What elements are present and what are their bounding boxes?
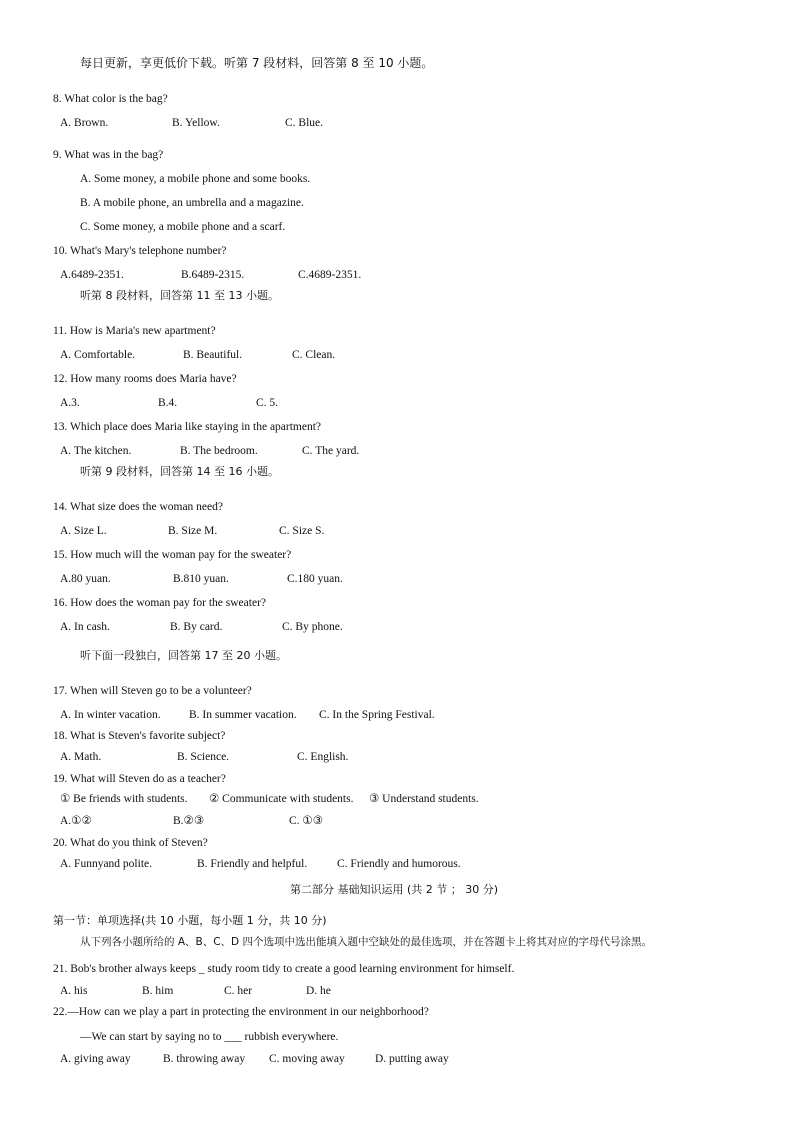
q20-option-b: B. Friendly and helpful. — [197, 858, 308, 870]
question-12-stem: 12. How many rooms does Maria have? — [53, 373, 237, 385]
q14-option-a: A. Size L. — [60, 525, 107, 537]
section-monologue-instruction: 听下面一段独白，回答第 17 至 20 小题。 — [80, 649, 287, 662]
q16-option-a: A. In cash. — [60, 621, 110, 633]
q12-option-c: C. 5. — [256, 397, 279, 409]
question-20-stem: 20. What do you think of Steven? — [53, 837, 208, 849]
section-1-title: 第一节：单项选择(共 10 小题，每小题 1 分，共 10 分) — [53, 914, 327, 927]
q10-option-a: A.6489-2351. — [60, 269, 124, 281]
q19-option-c: C. ①③ — [289, 815, 324, 827]
q8-option-a: A. Brown. — [60, 117, 109, 129]
q14-option-b: B. Size M. — [168, 525, 218, 537]
q17-option-b: B. In summer vacation. — [189, 709, 297, 721]
question-19-stem: 19. What will Steven do as a teacher? — [53, 773, 226, 785]
q19-statement-2: ② Communicate with students. — [209, 793, 354, 805]
q17-option-c: C. In the Spring Festival. — [319, 709, 435, 721]
question-9-stem: 9. What was in the bag? — [53, 149, 164, 161]
q16-option-b: B. By card. — [170, 621, 223, 633]
q22-option-b: B. throwing away — [163, 1053, 246, 1065]
question-22-stem: 22.—How can we play a part in protecting the environment in our neighborhood? — [53, 1006, 429, 1018]
q9-option-c: C. Some money, a mobile phone and a scarf. — [80, 221, 286, 233]
q21-option-b: B. him — [142, 985, 174, 997]
q16-option-c: C. By phone. — [282, 621, 343, 633]
question-18-stem: 18. What is Steven's favorite subject? — [53, 730, 226, 742]
q11-option-c: C. Clean. — [292, 349, 336, 361]
question-16-stem: 16. How does the woman pay for the sweater? — [53, 597, 267, 609]
q19-option-a: A.①② — [60, 815, 92, 827]
q14-option-c: C. Size S. — [279, 525, 325, 537]
q19-option-b: B.②③ — [173, 815, 205, 827]
q10-option-b: B.6489-2315. — [181, 269, 245, 281]
q20-option-c: C. Friendly and humorous. — [337, 858, 461, 870]
q20-option-a: A. Funnyand polite. — [60, 858, 152, 870]
part-2-title: 第二部分 基础知识运用 (共 2 节 ； 30 分) — [290, 883, 499, 896]
q9-option-a: A. Some money, a mobile phone and some books. — [80, 173, 311, 185]
question-8-stem: 8. What color is the bag? — [53, 93, 168, 105]
q22-option-c: C. moving away — [269, 1053, 345, 1065]
q13-option-a: A. The kitchen. — [60, 445, 132, 457]
question-14-stem: 14. What size does the woman need? — [53, 501, 223, 513]
section-9-instruction: 听第 9 段材料，回答第 14 至 16 小题。 — [80, 465, 279, 478]
question-22-reply: —We can start by saying no to ___ rubbish everywhere. — [80, 1031, 339, 1043]
question-11-stem: 11. How is Maria's new apartment? — [53, 325, 216, 337]
q22-option-a: A. giving away — [60, 1053, 131, 1065]
q15-option-c: C.180 yuan. — [287, 573, 343, 585]
question-17-stem: 17. When will Steven go to be a volunteer? — [53, 685, 252, 697]
question-10-stem: 10. What's Mary's telephone number? — [53, 245, 227, 257]
q21-option-d: D. he — [306, 985, 331, 997]
q21-option-a: A. his — [60, 985, 88, 997]
q18-option-a: A. Math. — [60, 751, 102, 763]
q12-option-a: A.3. — [60, 397, 80, 409]
q13-option-b: B. The bedroom. — [180, 445, 258, 457]
section-8-instruction: 听第 8 段材料，回答第 11 至 13 小题。 — [80, 289, 279, 302]
q22-option-d: D. putting away — [375, 1053, 449, 1065]
q9-option-b: B. A mobile phone, an umbrella and a magazine. — [80, 197, 304, 209]
q15-option-a: A.80 yuan. — [60, 573, 111, 585]
q8-option-c: C. Blue. — [285, 117, 324, 129]
section-1-instruction: 从下列各小题所给的 A、B、C、D 四个选项中选出能填入题中空缺处的最佳选项，并在答题卡上将其对应的字母代号涂黑。 — [80, 936, 652, 948]
q17-option-a: A. In winter vacation. — [60, 709, 161, 721]
question-21-stem: 21. Bob's brother always keeps _ study room tidy to create a good learning environment for himself. — [53, 963, 515, 975]
question-13-stem: 13. Which place does Maria like staying in the apartment? — [53, 421, 322, 433]
q18-option-c: C. English. — [297, 751, 349, 763]
q15-option-b: B.810 yuan. — [173, 573, 229, 585]
q11-option-b: B. Beautiful. — [183, 349, 243, 361]
q18-option-b: B. Science. — [177, 751, 230, 763]
q12-option-b: B.4. — [158, 397, 178, 409]
q8-option-b: B. Yellow. — [172, 117, 220, 129]
q10-option-c: C.4689-2351. — [298, 269, 362, 281]
q13-option-c: C. The yard. — [302, 445, 360, 457]
q19-statement-1: ① Be friends with students. — [60, 793, 188, 805]
q11-option-a: A. Comfortable. — [60, 349, 136, 361]
header-line: 每日更新，享更低价下载。听第 7 段材料，回答第 8 至 10 小题。 — [80, 56, 434, 70]
q19-statement-3: ③ Understand students. — [369, 793, 479, 805]
question-15-stem: 15. How much will the woman pay for the sweater? — [53, 549, 292, 561]
q21-option-c: C. her — [224, 985, 253, 997]
